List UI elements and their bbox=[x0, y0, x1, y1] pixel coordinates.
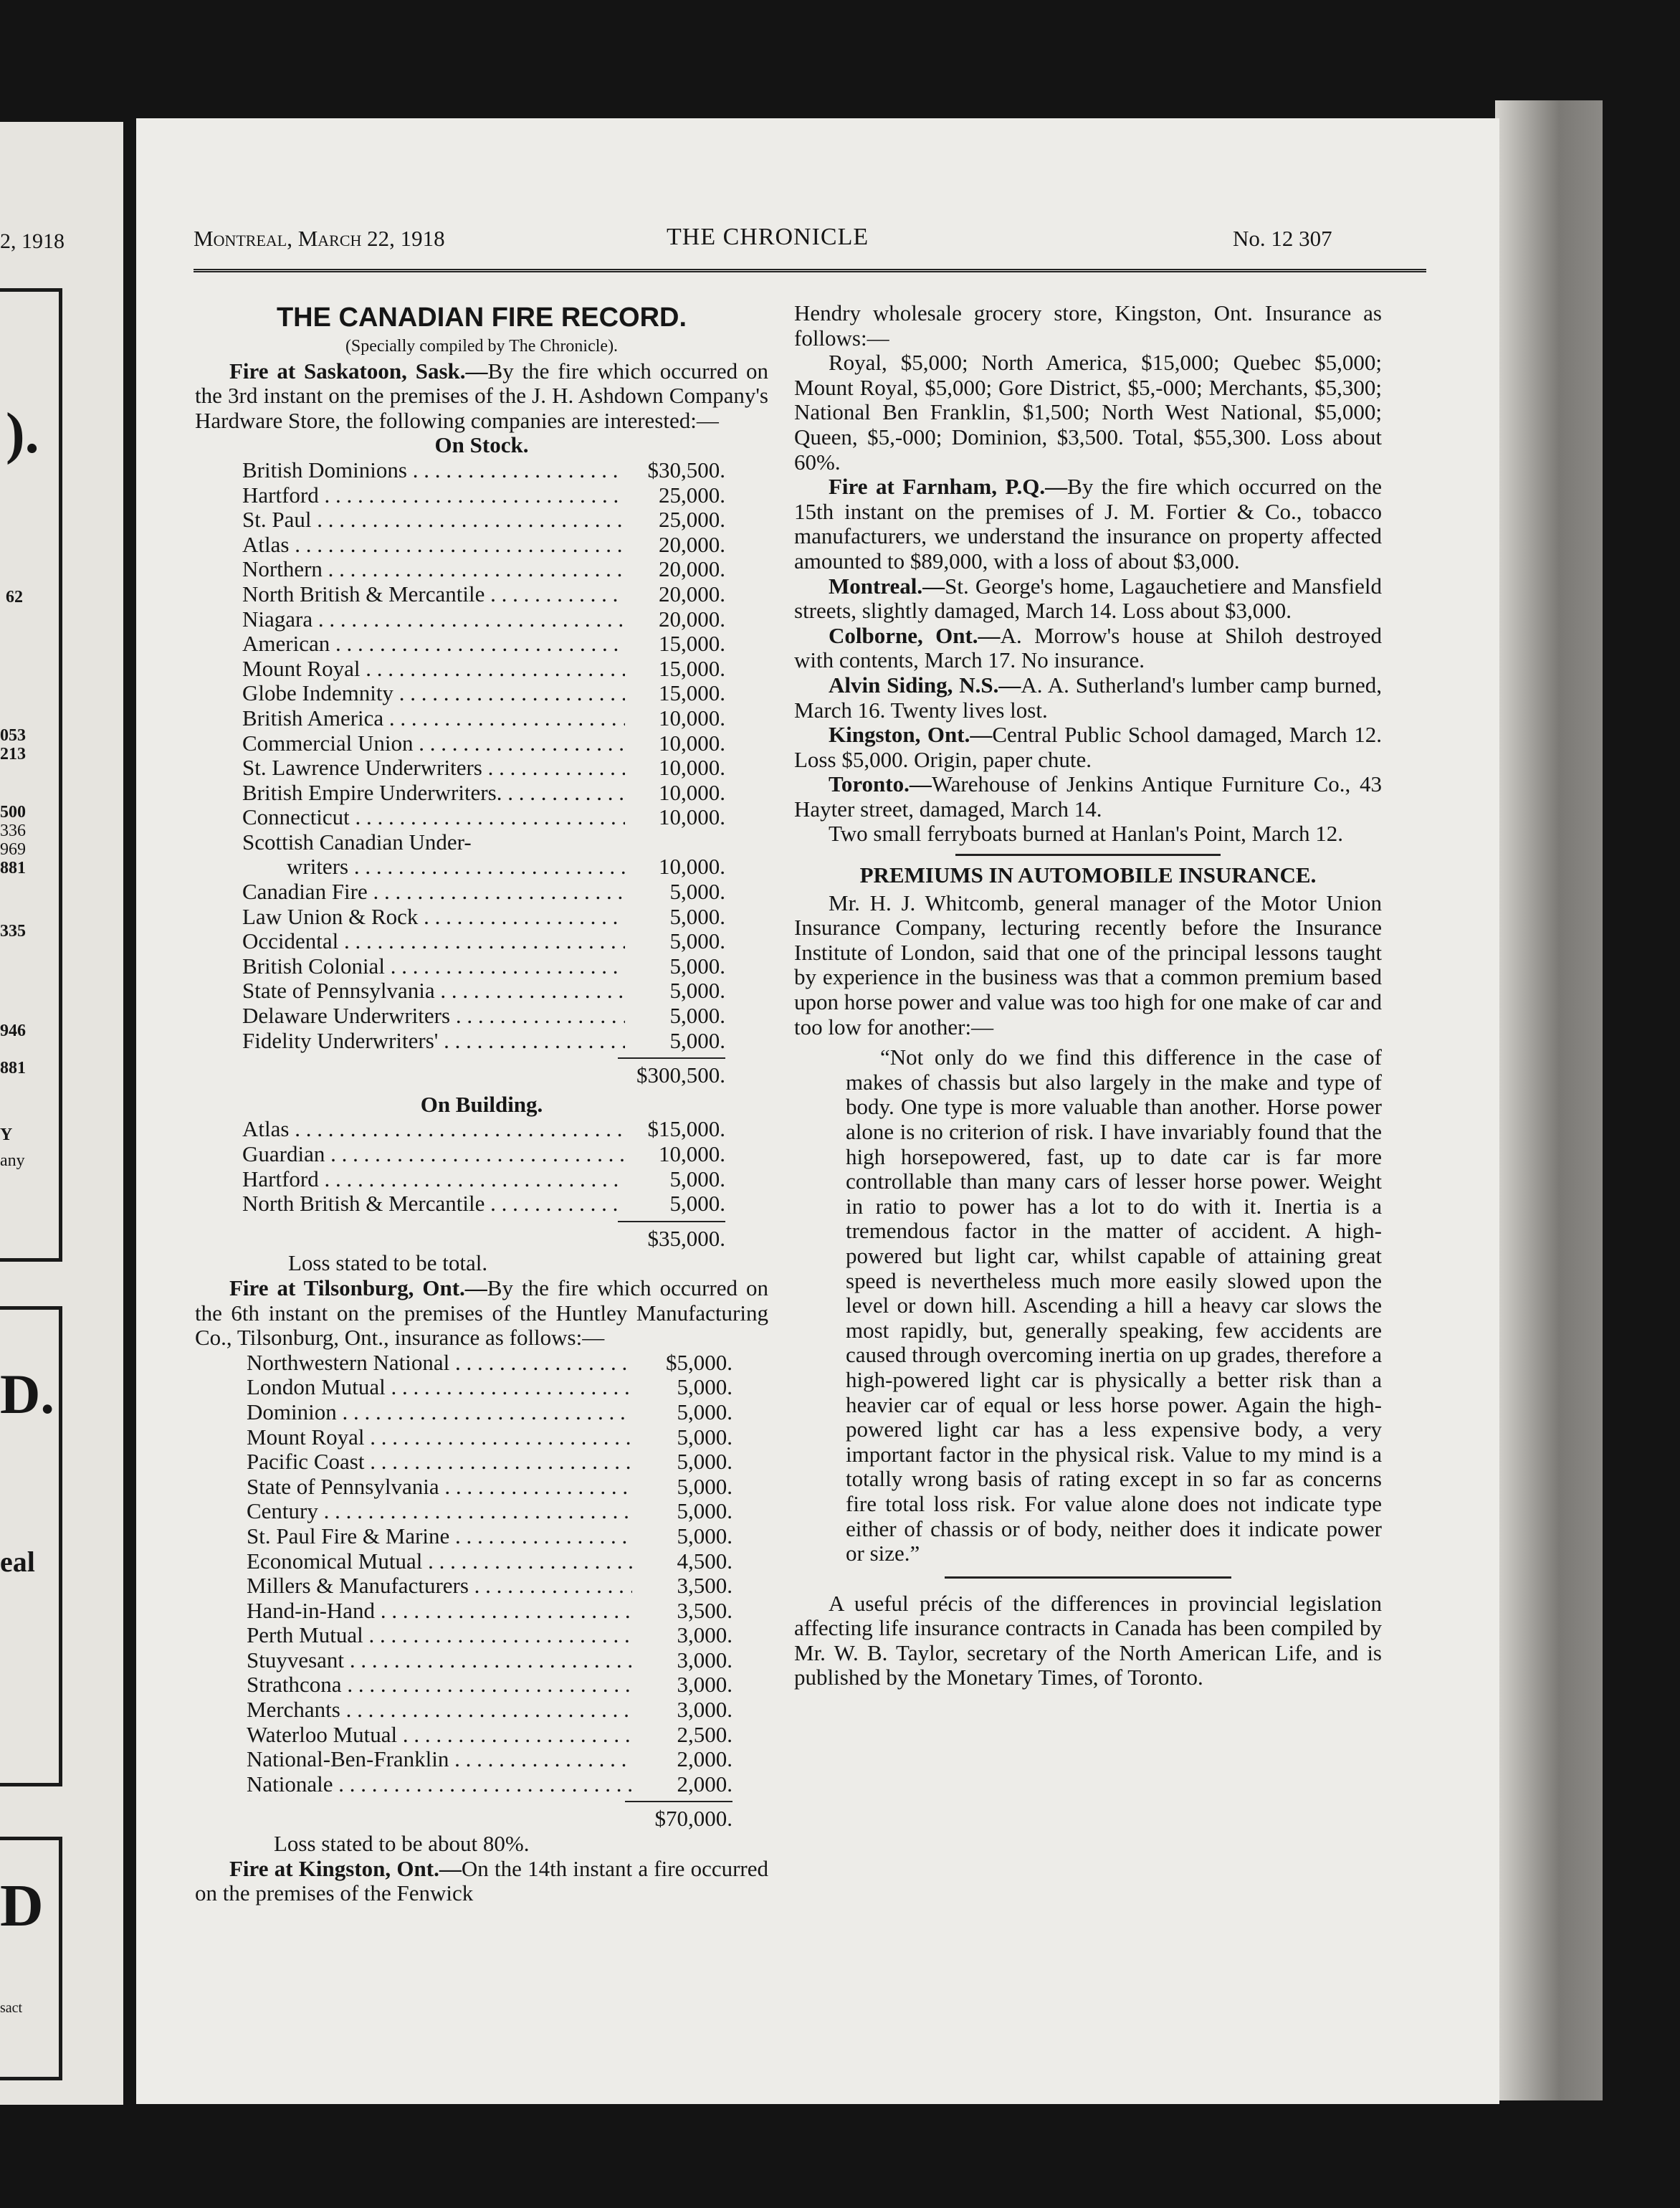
table-row bbox=[242, 1167, 725, 1192]
amount: 5,000. bbox=[677, 1449, 732, 1475]
amount: 15,000. bbox=[659, 680, 725, 706]
colborne-paragraph bbox=[794, 624, 1382, 673]
amount: 3,500. bbox=[677, 1573, 732, 1599]
total-rule bbox=[625, 1801, 732, 1802]
table-row bbox=[242, 979, 725, 1004]
company-name: Hartford . . . bbox=[242, 1167, 625, 1192]
company-name: Canadian Fire . . . bbox=[242, 880, 625, 905]
company-name: Hartford . . . bbox=[242, 483, 625, 508]
amount: 20,000. bbox=[659, 556, 725, 582]
on-stock-heading: On Stock. bbox=[434, 432, 529, 458]
toronto-text: Warehouse of Jenkins Antique Furniture Co., 43 Hayter street, damaged, March 14. bbox=[794, 771, 1382, 822]
table-row bbox=[242, 1004, 725, 1029]
amount: 25,000. bbox=[659, 482, 725, 508]
saskatoon-intro: By the fire which occurred on the 3rd instant on the premises of the J. H. Ashdown Company's Hardware Store, the following companies are interested:— bbox=[195, 358, 768, 433]
company-name: State of Pennsylvania . . . bbox=[242, 979, 625, 1004]
company-name: Dominion . . . bbox=[247, 1400, 632, 1425]
company-name: St. Paul . . . bbox=[242, 508, 625, 533]
table-row bbox=[242, 731, 725, 756]
table-row bbox=[247, 1623, 732, 1648]
on-building-heading: On Building. bbox=[420, 1091, 543, 1117]
kingston-fire-continued: Hendry wholesale grocery store, Kingston, Ont. Insurance as follows:— bbox=[794, 300, 1382, 351]
alvin-paragraph bbox=[794, 673, 1382, 723]
amount: 5,000. bbox=[669, 1027, 725, 1053]
company-name: Niagara . . . bbox=[242, 607, 625, 632]
total-rule bbox=[618, 1057, 725, 1059]
section-rule bbox=[945, 1576, 1231, 1579]
right-column bbox=[794, 301, 1382, 1690]
table-row bbox=[242, 508, 725, 533]
table-row bbox=[242, 557, 725, 582]
company-name: Globe Indemnity . . . bbox=[242, 681, 625, 706]
facing-page bbox=[0, 122, 123, 2105]
amount: 4,500. bbox=[677, 1548, 732, 1574]
table-row bbox=[247, 1648, 732, 1673]
amount: 10,000. bbox=[659, 804, 725, 830]
table-row bbox=[242, 756, 725, 781]
amount: 5,000. bbox=[669, 879, 725, 905]
table-row bbox=[242, 657, 725, 682]
table-row bbox=[247, 1698, 732, 1723]
amount: 2,000. bbox=[677, 1746, 732, 1772]
company-name: Nationale . . . bbox=[247, 1772, 632, 1797]
toronto-heading: Toronto.— bbox=[829, 771, 932, 797]
tilsonburg-paragraph bbox=[195, 1276, 768, 1351]
kingston-school-text: Central Public School damaged, March 12. Loss $5,000. Origin, paper chute. bbox=[794, 722, 1382, 772]
header-rule bbox=[194, 269, 1426, 272]
amount: 5,000. bbox=[669, 903, 725, 929]
left-column bbox=[195, 301, 768, 1906]
amount: 3,000. bbox=[677, 1672, 732, 1698]
facing-page-fragment: any bbox=[0, 1151, 25, 1170]
amount: 15,000. bbox=[659, 655, 725, 681]
table-row bbox=[247, 1499, 732, 1524]
tilsonburg-intro: By the fire which occurred on the 6th instant on the premises of the Huntley Manufacturing Co., Tilsonburg, Ont., insurance as follows:— bbox=[195, 1275, 768, 1351]
facing-page-fragment: 881 bbox=[0, 859, 26, 877]
company-name: Merchants . . . bbox=[247, 1698, 632, 1723]
table-row bbox=[242, 632, 725, 657]
company-name: Atlas . . . bbox=[242, 533, 625, 558]
facing-page-fragment: eal bbox=[0, 1546, 35, 1578]
table-row bbox=[247, 1351, 732, 1376]
table-row bbox=[247, 1723, 732, 1748]
facing-page-fragment: Y bbox=[0, 1126, 13, 1144]
farnham-text: By the fire which occurred on the 15th instant on the premises of J. M. Fortier & Co., tobacco manufacturers, we understand the insurance on property affected amounted to $89,000, with a loss of about $3,000. bbox=[794, 474, 1382, 574]
company-name: Stuyvesant . . . bbox=[247, 1648, 632, 1673]
table-row bbox=[242, 1142, 725, 1167]
table-row bbox=[247, 1599, 732, 1624]
amount: 10,000. bbox=[659, 755, 725, 781]
amount: 10,000. bbox=[659, 779, 725, 805]
tilsonburg-heading: Fire at Tilsonburg, Ont.— bbox=[229, 1275, 487, 1300]
facing-page-fragment: D. bbox=[0, 1363, 54, 1425]
amount: $30,500. bbox=[647, 457, 725, 482]
amount: 5,000. bbox=[677, 1523, 732, 1548]
section-rule bbox=[955, 854, 1221, 856]
book-edge bbox=[1495, 100, 1603, 2100]
company-name: Northwestern National . . . bbox=[247, 1351, 632, 1376]
facing-page-fragment: 881 bbox=[0, 1059, 26, 1077]
company-name: North British & Mercantile . . . bbox=[242, 582, 625, 607]
kingston-school-heading: Kingston, Ont.— bbox=[829, 722, 993, 748]
montreal-heading: Montreal.— bbox=[829, 573, 945, 599]
farnham-paragraph bbox=[794, 475, 1382, 574]
montreal-text: St. George's home, Lagauchetiere and Mansfield streets, slightly damaged, March 14. Loss about $3,000. bbox=[794, 573, 1382, 624]
farnham-heading: Fire at Farnham, P.Q.— bbox=[829, 474, 1068, 500]
company-name: Commercial Union . . . bbox=[242, 731, 625, 756]
table-row bbox=[242, 954, 725, 979]
header-date: Montreal, March 22, 1918 bbox=[194, 226, 445, 251]
table-row bbox=[247, 1475, 732, 1500]
automobile-intro: Mr. H. J. Whitcomb, general manager of the Motor Union Insurance Company, lecturing recently before the Insurance Institute of London, said that one of the principal lessons taught by experience in the business was that a common premium based upon horse power and value was too high for one make of car and too low for another:— bbox=[794, 890, 1382, 1039]
amount: 3,000. bbox=[677, 1647, 732, 1672]
company-name: Delaware Underwriters . . . bbox=[242, 1004, 625, 1029]
kingston-school-paragraph bbox=[794, 723, 1382, 772]
amount: 5,000. bbox=[669, 1003, 725, 1029]
amount: 5,000. bbox=[669, 1191, 725, 1217]
table-row bbox=[242, 905, 725, 930]
amount: 10,000. bbox=[659, 730, 725, 756]
amount: 5,000. bbox=[669, 953, 725, 979]
table-row bbox=[247, 1772, 732, 1797]
amount: 5,000. bbox=[677, 1374, 732, 1400]
montreal-paragraph bbox=[794, 574, 1382, 624]
table-row bbox=[242, 582, 725, 607]
company-name: London Mutual . . . bbox=[247, 1375, 632, 1400]
facing-page-fragment: 213 bbox=[0, 745, 26, 763]
amount: 5,000. bbox=[677, 1424, 732, 1450]
tilsonburg-table bbox=[195, 1351, 768, 1832]
amount: 5,000. bbox=[669, 1166, 725, 1191]
amount: 3,000. bbox=[677, 1697, 732, 1723]
company-name: State of Pennsylvania . . . bbox=[247, 1475, 632, 1500]
amount: 10,000. bbox=[659, 1141, 725, 1166]
table-row bbox=[247, 1747, 732, 1772]
total-rule bbox=[618, 1221, 725, 1222]
facing-page-fragment: 946 bbox=[0, 1022, 26, 1040]
facing-page-fragment: 62 bbox=[6, 588, 23, 606]
table-row bbox=[242, 855, 725, 880]
kingston-fire-heading: Fire at Kingston, Ont.— bbox=[229, 1855, 462, 1881]
amount: 5,000. bbox=[677, 1498, 732, 1524]
amount: 10,000. bbox=[659, 705, 725, 731]
company-name: writers . . . bbox=[287, 855, 625, 880]
table-row bbox=[247, 1574, 732, 1599]
company-name: British America . . . bbox=[242, 706, 625, 731]
automobile-title: PREMIUMS IN AUTOMOBILE INSURANCE. bbox=[859, 862, 1317, 888]
colborne-heading: Colborne, Ont.— bbox=[829, 622, 1001, 648]
facing-page-fragment: ). bbox=[6, 402, 39, 465]
company-name: Hand-in-Hand . . . bbox=[247, 1599, 632, 1624]
company-name: Mount Royal . . . bbox=[242, 657, 625, 682]
fire-record-title: THE CANADIAN FIRE RECORD. bbox=[276, 303, 687, 333]
company-name: Law Union & Rock . . . bbox=[242, 905, 625, 930]
amount: 2,000. bbox=[677, 1771, 732, 1797]
automobile-quote: “Not only do we find this difference in the case of makes of chassis but also largely in the make and type of body. One type is more valuable than another. Horse power alone is no criterion of risk. I have invariably found that the high horsepowered, fast, up to date car is far more controllable than many cars of lesser horse power. Weight in ratio to power has a lot to do with it. Inertia is a tremendous factor in the matter of accident. A high-powered but light car, whilst capable of attaining great speed is nevertheless much more easily slowed upon the level or down hill. Ascending a hill a heavy car slows the most rapidly, but, generally speaking, few accidents are caused through overcoming inertia on up grades, therefore a high-powered light car is physically a better risk than a heavier car of equal or less horse power. Again the high-powered light car has a less expensive body, a very important factor in the physical risk. Value to my mind is a totally wrong basis of rating except in so far as concerns fire total loss risk. For value alone does not indicate type either of chassis or of body, neither does it indicate power or size.” bbox=[846, 1044, 1382, 1566]
facing-page-date: 2, 1918 bbox=[0, 229, 65, 253]
amount: 25,000. bbox=[659, 507, 725, 533]
table-row bbox=[242, 607, 725, 632]
saskatoon-loss: Loss stated to be total. bbox=[288, 1250, 488, 1276]
toronto-paragraph bbox=[794, 772, 1382, 822]
header-title: THE CHRONICLE bbox=[667, 224, 869, 250]
company-name: St. Lawrence Underwriters . . . bbox=[242, 756, 625, 781]
company-name: Atlas . . . bbox=[242, 1117, 625, 1142]
table-row bbox=[242, 706, 725, 731]
alvin-text: A. A. Sutherland's lumber camp burned, March 16. Twenty lives lost. bbox=[794, 672, 1382, 723]
tilsonburg-loss: Loss stated to be about 80%. bbox=[274, 1831, 530, 1857]
facing-page-fragment: 500 bbox=[0, 803, 26, 822]
company-name: Occidental . . . bbox=[242, 929, 625, 954]
facing-page-fragment: 336 bbox=[0, 822, 26, 840]
table-row bbox=[242, 458, 725, 483]
amount: $5,000. bbox=[666, 1349, 732, 1375]
stock-total: $300,500. bbox=[636, 1062, 725, 1088]
company-name: Economical Mutual . . . bbox=[247, 1549, 632, 1574]
amount: 5,000. bbox=[669, 978, 725, 1004]
company-name: Strathcona . . . bbox=[247, 1672, 632, 1698]
kingston-fire-paragraph bbox=[195, 1857, 768, 1906]
colborne-text: A. Morrow's house at Shiloh destroyed with contents, March 17. No insurance. bbox=[794, 622, 1382, 673]
amount: 5,000. bbox=[677, 1473, 732, 1499]
table-row bbox=[247, 1400, 732, 1425]
table-row bbox=[247, 1375, 732, 1400]
amount: 10,000. bbox=[659, 854, 725, 880]
company-name: North British & Mercantile . . . bbox=[242, 1191, 625, 1217]
table-row bbox=[242, 1191, 725, 1217]
saskatoon-paragraph bbox=[195, 359, 768, 434]
table-row bbox=[242, 929, 725, 954]
company-name: Guardian . . . bbox=[242, 1142, 625, 1167]
table-row bbox=[242, 781, 725, 806]
amount: $15,000. bbox=[647, 1116, 725, 1142]
amount: 20,000. bbox=[659, 581, 725, 606]
company-name: British Dominions . . . bbox=[242, 458, 625, 483]
saskatoon-heading: Fire at Saskatoon, Sask.— bbox=[229, 358, 488, 384]
amount: 15,000. bbox=[659, 631, 725, 657]
table-row bbox=[242, 1117, 725, 1142]
table-row bbox=[242, 483, 725, 508]
amount: 3,500. bbox=[677, 1597, 732, 1623]
company-name: Northern . . . bbox=[242, 557, 625, 582]
kingston-fire-details: Royal, $5,000; North America, $15,000; Quebec $5,000; Mount Royal, $5,000; Gore District, $5,-000; Merchants, $5,300; National Ben Franklin, $1,500; North West National, $5,000; Queen, $5,-000; Dominion, $3,500. Total, $55,300. Loss about 60%. bbox=[794, 350, 1382, 475]
company-name: British Colonial . . . bbox=[242, 954, 625, 979]
company-name: National-Ben-Franklin . . . bbox=[247, 1747, 632, 1772]
kingston-fire-intro: On the 14th instant a fire occurred on the premises of the Fenwick bbox=[195, 1855, 768, 1906]
company-name: Pacific Coast . . . bbox=[247, 1450, 632, 1475]
amount: 2,500. bbox=[677, 1721, 732, 1747]
table-row bbox=[242, 880, 725, 905]
amount: 5,000. bbox=[669, 928, 725, 954]
amount: 5,000. bbox=[677, 1399, 732, 1424]
company-name: Fidelity Underwriters' . . . bbox=[242, 1029, 625, 1054]
table-row bbox=[242, 533, 725, 558]
table-row bbox=[242, 805, 725, 830]
amount: 3,000. bbox=[677, 1622, 732, 1648]
header-page-number: No. 12 307 bbox=[1233, 226, 1332, 251]
facing-page-fragment: 335 bbox=[0, 922, 26, 941]
alvin-heading: Alvin Siding, N.S.— bbox=[829, 672, 1021, 698]
tilsonburg-total: $70,000. bbox=[654, 1806, 732, 1832]
company-name: Waterloo Mutual . . . bbox=[247, 1723, 632, 1748]
table-row bbox=[247, 1524, 732, 1549]
company-name: American . . . bbox=[242, 632, 625, 657]
company-name: Scottish Canadian Under- bbox=[242, 829, 472, 855]
table-row bbox=[242, 1029, 725, 1054]
journal-page bbox=[136, 118, 1499, 2104]
table-row bbox=[242, 830, 725, 855]
company-name: Perth Mutual . . . bbox=[247, 1623, 632, 1648]
company-name: St. Paul Fire & Marine . . . bbox=[247, 1524, 632, 1549]
facing-page-fragment: 969 bbox=[0, 840, 26, 859]
precis-paragraph: A useful précis of the differences in provincial legislation affecting life insurance contracts in Canada has been compiled by Mr. W. B. Taylor, secretary of the North American Life, and is published by the Monetary Times, of Toronto. bbox=[794, 1590, 1382, 1690]
company-name: Connecticut . . . bbox=[242, 805, 625, 830]
facing-page-fragment: 053 bbox=[0, 726, 26, 745]
table-row bbox=[247, 1450, 732, 1475]
amount: 20,000. bbox=[659, 531, 725, 557]
table-row bbox=[247, 1549, 732, 1574]
facing-page-fragment: sact bbox=[0, 2000, 23, 2016]
company-name: Mount Royal . . . bbox=[247, 1425, 632, 1450]
company-name: British Empire Underwriters. . . . bbox=[242, 781, 625, 806]
facing-page-fragment: D bbox=[0, 1872, 44, 1939]
ferryboats-paragraph: Two small ferryboats burned at Hanlan's Point, March 12. bbox=[829, 821, 1343, 847]
fire-record-subtitle: (Specially compiled by The Chronicle). bbox=[345, 337, 619, 356]
building-table bbox=[195, 1117, 768, 1251]
stock-table bbox=[195, 458, 768, 1088]
building-total: $35,000. bbox=[647, 1225, 725, 1251]
table-row bbox=[242, 681, 725, 706]
company-name: Millers & Manufacturers . . . bbox=[247, 1574, 632, 1599]
amount: 20,000. bbox=[659, 606, 725, 632]
table-row bbox=[247, 1425, 732, 1450]
table-row bbox=[247, 1672, 732, 1698]
company-name: Century . . . bbox=[247, 1499, 632, 1524]
